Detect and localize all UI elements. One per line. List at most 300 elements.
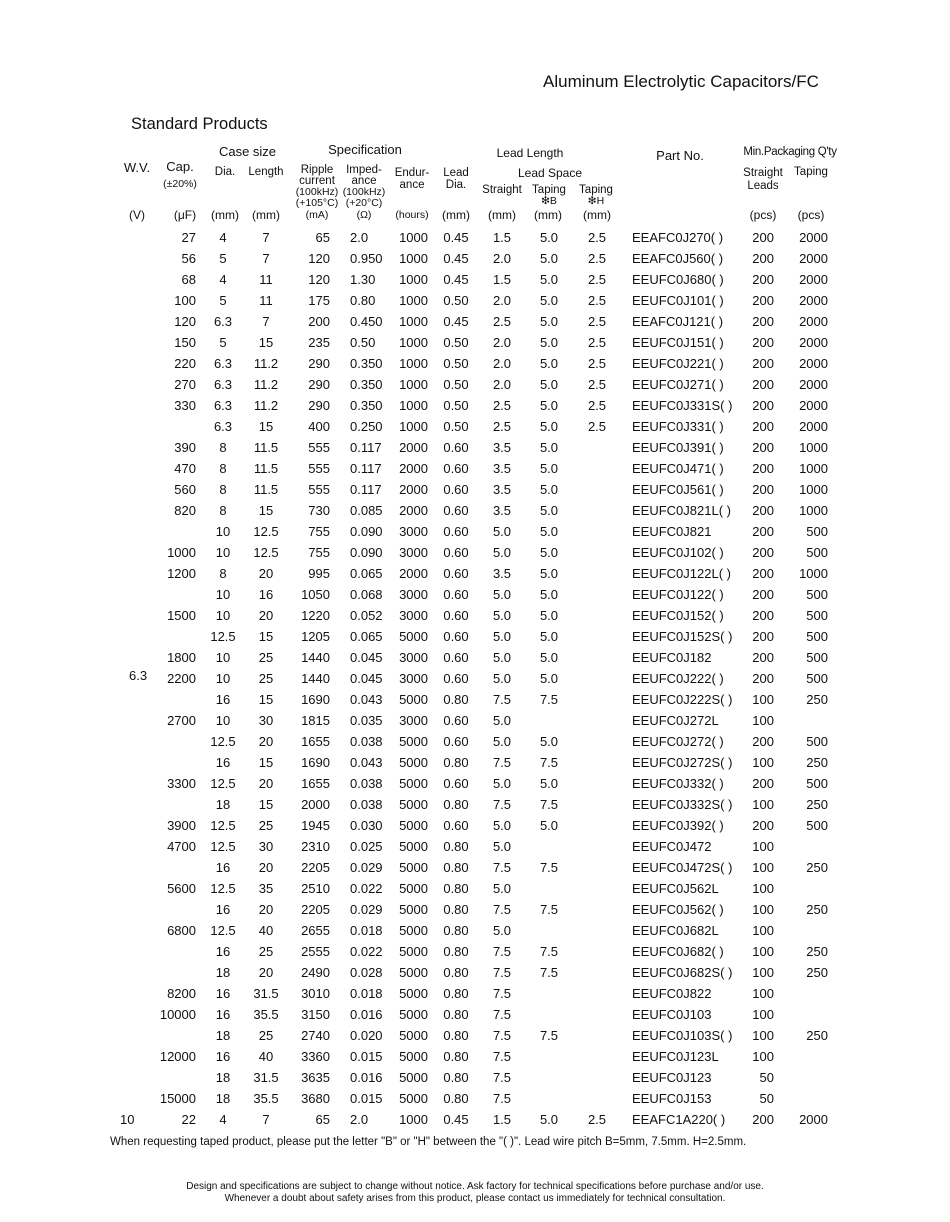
cap-value: 1200 [167,566,196,581]
lead-dia-value: 0.80 [443,1049,469,1064]
table-row [0,1025,950,1046]
length-value: 20 [258,608,274,623]
lead-dia-value: 0.80 [443,902,469,917]
dia-value: 8 [219,461,227,476]
header-wv: W.V. [123,160,151,175]
straight-value: 3.5 [492,503,512,518]
length-value: 25 [258,1028,274,1043]
table-row [0,1088,950,1109]
table-row [0,878,950,899]
qty-straight-value: 200 [752,650,774,665]
dia-value: 10 [215,650,231,665]
unit-ripple: (mA) [305,209,329,221]
dia-value: 6.3 [213,419,233,434]
table-row [0,227,950,248]
lead-dia-value: 0.50 [443,293,469,308]
length-value: 20 [258,860,274,875]
impedance-value: 0.090 [350,524,383,539]
ripple-value: 1050 [301,587,330,602]
cap-value: 4700 [167,839,196,854]
dia-value: 16 [215,755,231,770]
qty-taping-value: 2000 [799,377,828,392]
table-row [0,1046,950,1067]
straight-value: 1.5 [492,272,512,287]
taping-b-value: 5.0 [539,503,559,518]
length-value: 15 [258,419,274,434]
header-lead-length: Lead Length [496,146,564,160]
impedance-value: 0.038 [350,797,383,812]
length-value: 11.2 [253,377,279,392]
taping-b-value: 5.0 [539,608,559,623]
ripple-value: 3150 [301,1007,330,1022]
endurance-value: 1000 [399,1112,428,1127]
part-number: EEUFC0J822 [632,986,712,1001]
table-row [0,353,950,374]
qty-taping-value: 250 [806,755,828,770]
straight-value: 7.5 [492,692,512,707]
part-number: EEUFC0J272L [632,713,719,728]
endurance-value: 3000 [399,713,428,728]
unit-wv: (V) [129,208,145,222]
qty-straight-value: 100 [752,965,774,980]
qty-straight-value: 100 [752,944,774,959]
straight-value: 7.5 [492,860,512,875]
part-number: EEUFC0J392( ) [632,818,724,833]
dia-value: 4 [219,230,227,245]
straight-value: 3.5 [492,461,512,476]
qty-taping-value: 2000 [799,335,828,350]
cap-value: 12000 [159,1049,196,1064]
qty-taping-value: 500 [806,545,828,560]
impedance-value: 0.065 [350,566,383,581]
part-number: EEUFC0J562L [632,881,719,896]
lead-dia-value: 0.60 [443,482,469,497]
part-number: EEUFC0J391( ) [632,440,724,455]
dia-value: 12.5 [210,881,236,896]
length-value: 15 [258,335,274,350]
unit-length: (mm) [252,208,280,222]
part-number: EEUFC0J272( ) [632,734,724,749]
straight-value: 3.5 [492,566,512,581]
impedance-value: 0.045 [350,671,383,686]
taping-b-value: 5.0 [539,671,559,686]
length-value: 25 [258,944,274,959]
taping-b-value: 5.0 [539,566,559,581]
straight-value: 7.5 [492,986,512,1001]
header-taping-b: Taping ❇B [532,184,566,207]
impedance-value: 0.117 [350,482,382,497]
dia-value: 6.3 [213,377,233,392]
endurance-value: 2000 [399,482,428,497]
part-number: EEUFC0J222( ) [632,671,724,686]
part-number: EEUFC0J682( ) [632,944,724,959]
impedance-value: 0.250 [350,419,383,434]
cap-value: 8200 [167,986,196,1001]
table-row [0,605,950,626]
dia-value: 16 [215,692,231,707]
straight-value: 5.0 [492,734,512,749]
table-row [0,332,950,353]
ripple-value: 1945 [301,818,330,833]
part-number: EEUFC0J272S( ) [632,755,733,770]
header-dia: Dia. [214,166,236,178]
length-value: 31.5 [253,1070,279,1085]
lead-dia-value: 0.80 [443,1007,469,1022]
length-value: 20 [258,776,274,791]
taping-b-value: 5.0 [539,587,559,602]
impedance-value: 0.117 [350,461,382,476]
qty-taping-value: 500 [806,776,828,791]
qty-straight-value: 100 [752,902,774,917]
impedance-value: 0.052 [350,608,383,623]
ripple-value: 1655 [301,734,330,749]
endurance-value: 5000 [399,818,428,833]
part-number: EEUFC0J682S( ) [632,965,733,980]
impedance-value: 0.038 [350,776,383,791]
taping-b-value: 5.0 [539,776,559,791]
lead-dia-value: 0.60 [443,776,469,791]
part-number: EEUFC0J222S( ) [632,692,733,707]
qty-taping-value: 2000 [799,1112,828,1127]
taping-h-value: 2.5 [587,293,607,308]
lead-dia-value: 0.80 [443,944,469,959]
header-straight: Straight [482,184,522,196]
length-value: 11 [259,293,273,308]
ripple-value: 2510 [301,881,330,896]
impedance-value: 0.029 [350,860,383,875]
part-number: EEUFC0J103 [632,1007,712,1022]
endurance-value: 1000 [399,356,428,371]
taping-b-value: 5.0 [539,629,559,644]
qty-taping-value: 500 [806,524,828,539]
lead-dia-value: 0.80 [443,986,469,1001]
endurance-value: 5000 [399,839,428,854]
taping-b-value: 5.0 [539,818,559,833]
qty-straight-value: 100 [752,923,774,938]
table-row [0,941,950,962]
length-value: 20 [258,566,274,581]
length-value: 16 [258,587,274,602]
endurance-value: 5000 [399,797,428,812]
straight-value: 2.5 [492,314,512,329]
table-row [0,689,950,710]
straight-value: 7.5 [492,944,512,959]
straight-value: 5.0 [492,839,512,854]
qty-taping-value: 250 [806,860,828,875]
qty-straight-value: 200 [752,1112,774,1127]
ripple-value: 120 [308,251,330,266]
qty-straight-value: 100 [752,713,774,728]
ripple-value: 2310 [301,839,330,854]
straight-value: 5.0 [492,629,512,644]
lead-dia-value: 0.60 [443,545,469,560]
header-impedance: Imped- ance (100kHz) (+20°C) [342,164,386,209]
straight-value: 2.5 [492,398,512,413]
ripple-value: 3010 [301,986,330,1001]
length-value: 25 [258,818,274,833]
straight-value: 5.0 [492,881,512,896]
part-number: EEUFC0J561( ) [632,482,724,497]
qty-taping-value: 1000 [799,503,828,518]
length-value: 30 [258,839,274,854]
table-row [0,815,950,836]
lead-dia-value: 0.50 [443,377,469,392]
impedance-value: 0.016 [350,1007,383,1022]
endurance-value: 1000 [399,293,428,308]
taping-b-value: 7.5 [539,1028,559,1043]
taping-b-value: 5.0 [539,440,559,455]
taping-b-value: 5.0 [539,314,559,329]
straight-value: 5.0 [492,776,512,791]
table-row [0,374,950,395]
part-number: EEUFC0J103S( ) [632,1028,733,1043]
dia-value: 8 [219,503,227,518]
length-value: 15 [258,755,274,770]
part-number: EEUFC0J123L [632,1049,719,1064]
ripple-value: 200 [308,314,330,329]
impedance-value: 0.029 [350,902,383,917]
lead-dia-value: 0.50 [443,419,469,434]
qty-taping-value: 250 [806,797,828,812]
qty-straight-value: 200 [752,377,774,392]
ripple-value: 755 [308,524,330,539]
dia-value: 8 [219,440,227,455]
qty-taping-value: 500 [806,818,828,833]
taping-b-value: 7.5 [539,860,559,875]
taping-h-value: 2.5 [587,356,607,371]
impedance-value: 2.0 [350,1112,369,1127]
impedance-value: 0.018 [350,923,383,938]
dia-value: 5 [219,335,227,350]
taping-h-value: 2.5 [587,314,607,329]
straight-value: 7.5 [492,1070,512,1085]
qty-straight-value: 200 [752,608,774,623]
dia-value: 5 [219,251,227,266]
dia-value: 10 [215,608,231,623]
length-value: 15 [258,692,274,707]
dia-value: 16 [215,944,231,959]
cap-value: 390 [174,440,196,455]
endurance-value: 5000 [399,734,428,749]
endurance-value: 5000 [399,986,428,1001]
qty-straight-value: 200 [752,398,774,413]
impedance-value: 0.015 [350,1049,383,1064]
taping-h-value: 2.5 [587,335,607,350]
length-value: 7 [262,1112,270,1127]
impedance-value: 0.065 [350,629,383,644]
dia-value: 10 [215,713,231,728]
lead-dia-value: 0.80 [443,881,469,896]
ripple-value: 2655 [301,923,330,938]
ripple-value: 3680 [301,1091,330,1106]
ripple-value: 755 [308,545,330,560]
lead-dia-value: 0.60 [443,818,469,833]
qty-taping-value: 250 [806,1028,828,1043]
qty-taping-value: 2000 [799,356,828,371]
straight-value: 3.5 [492,482,512,497]
straight-value: 5.0 [492,524,512,539]
part-number: EEUFC0J122L( ) [632,566,731,581]
table-row [0,437,950,458]
impedance-value: 0.045 [350,650,383,665]
straight-value: 5.0 [492,713,512,728]
ripple-value: 65 [315,230,330,245]
taping-b-value: 5.0 [539,272,559,287]
dia-value: 16 [215,1007,231,1022]
length-value: 20 [258,734,274,749]
header-length: Length [248,166,284,178]
part-number: EEUFC0J101( ) [632,293,724,308]
endurance-value: 5000 [399,692,428,707]
header-endurance: Endur- ance [394,167,430,191]
qty-taping-value: 500 [806,587,828,602]
qty-straight-value: 100 [752,986,774,1001]
header-lead-space: Lead Space [517,166,583,180]
ripple-value: 3635 [301,1070,330,1085]
endurance-value: 5000 [399,902,428,917]
section-title: Standard Products [131,115,268,133]
dia-value: 8 [219,566,227,581]
straight-value: 2.0 [492,377,512,392]
qty-taping-value: 250 [806,944,828,959]
straight-value: 1.5 [492,230,512,245]
straight-value: 7.5 [492,797,512,812]
cap-value: 150 [174,335,196,350]
impedance-value: 0.350 [350,377,383,392]
ripple-value: 2555 [301,944,330,959]
endurance-value: 5000 [399,629,428,644]
qty-straight-value: 200 [752,524,774,539]
dia-value: 16 [215,860,231,875]
table-row [0,269,950,290]
endurance-value: 3000 [399,524,428,539]
length-value: 25 [258,671,274,686]
lead-dia-value: 0.80 [443,755,469,770]
unit-cap: (μF) [173,208,197,222]
taping-b-value: 5.0 [539,482,559,497]
taping-b-value: 5.0 [539,650,559,665]
table-row [0,1109,950,1130]
qty-straight-value: 200 [752,293,774,308]
qty-taping-value: 1000 [799,461,828,476]
taping-b-value: 5.0 [539,734,559,749]
cap-value: 2200 [167,671,196,686]
endurance-value: 3000 [399,608,428,623]
dia-value: 6.3 [213,398,233,413]
ripple-value: 2205 [301,902,330,917]
ripple-value: 235 [308,335,330,350]
cap-value: 2700 [167,713,196,728]
qty-straight-value: 200 [752,335,774,350]
part-number: EEAFC0J270( ) [632,230,724,245]
table-row [0,1004,950,1025]
dia-value: 12.5 [210,776,236,791]
dia-value: 10 [215,545,231,560]
straight-value: 2.0 [492,356,512,371]
taping-b-value: 5.0 [539,545,559,560]
part-number: EEAFC1A220( ) [632,1112,726,1127]
endurance-value: 3000 [399,671,428,686]
unit-pcs-taping: (pcs) [797,208,825,222]
dia-value: 18 [215,797,231,812]
qty-taping-value: 250 [806,965,828,980]
part-number: EEUFC0J123 [632,1070,712,1085]
qty-taping-value: 2000 [799,419,828,434]
header-taping: Taping [794,166,828,178]
page-title: Aluminum Electrolytic Capacitors/FC [543,72,819,91]
length-value: 11.2 [253,398,279,413]
qty-straight-value: 200 [752,587,774,602]
impedance-value: 0.950 [350,251,383,266]
taping-h-value: 2.5 [587,230,607,245]
ripple-value: 2490 [301,965,330,980]
table-row [0,584,950,605]
straight-value: 5.0 [492,671,512,686]
endurance-value: 2000 [399,503,428,518]
table-row [0,290,950,311]
qty-straight-value: 200 [752,734,774,749]
header-lead-dia: Lead Dia. [443,167,469,191]
impedance-value: 0.090 [350,545,383,560]
part-number: EEUFC0J682L [632,923,719,938]
qty-straight-value: 100 [752,1028,774,1043]
qty-taping-value: 500 [806,650,828,665]
cap-value: 1500 [167,608,196,623]
dia-value: 10 [215,671,231,686]
unit-taping-b: (mm) [534,208,562,222]
cap-value: 15000 [159,1091,196,1106]
endurance-value: 1000 [399,272,428,287]
header-cap-tolerance: (±20%) [163,178,197,190]
table-row [0,731,950,752]
table-row [0,857,950,878]
qty-taping-value: 2000 [799,314,828,329]
straight-value: 1.5 [492,1112,512,1127]
cap-value: 820 [174,503,196,518]
table-row [0,479,950,500]
impedance-value: 0.022 [350,944,383,959]
impedance-value: 0.043 [350,692,383,707]
straight-value: 7.5 [492,965,512,980]
table-row [0,458,950,479]
straight-value: 7.5 [492,755,512,770]
table-row [0,983,950,1004]
dia-value: 12.5 [210,923,236,938]
impedance-value: 0.043 [350,755,383,770]
length-value: 11.2 [253,356,279,371]
taping-h-value: 2.5 [587,1112,607,1127]
cap-value: 1800 [167,650,196,665]
part-number: EEUFC0J152( ) [632,608,724,623]
impedance-value: 0.50 [350,335,376,350]
qty-taping-value: 1000 [799,482,828,497]
table-row [0,521,950,542]
taping-b-value: 5.0 [539,293,559,308]
endurance-value: 5000 [399,755,428,770]
endurance-value: 2000 [399,461,428,476]
impedance-value: 0.038 [350,734,383,749]
endurance-value: 1000 [399,314,428,329]
header-min-packaging: Min.Packaging Q'ty [743,146,837,158]
unit-straight: (mm) [488,208,516,222]
length-value: 11.5 [253,440,279,455]
qty-straight-value: 200 [752,629,774,644]
dia-value: 12.5 [210,734,236,749]
header-cap: Cap. [166,159,194,174]
endurance-value: 2000 [399,440,428,455]
taping-b-value: 5.0 [539,524,559,539]
straight-value: 7.5 [492,1091,512,1106]
